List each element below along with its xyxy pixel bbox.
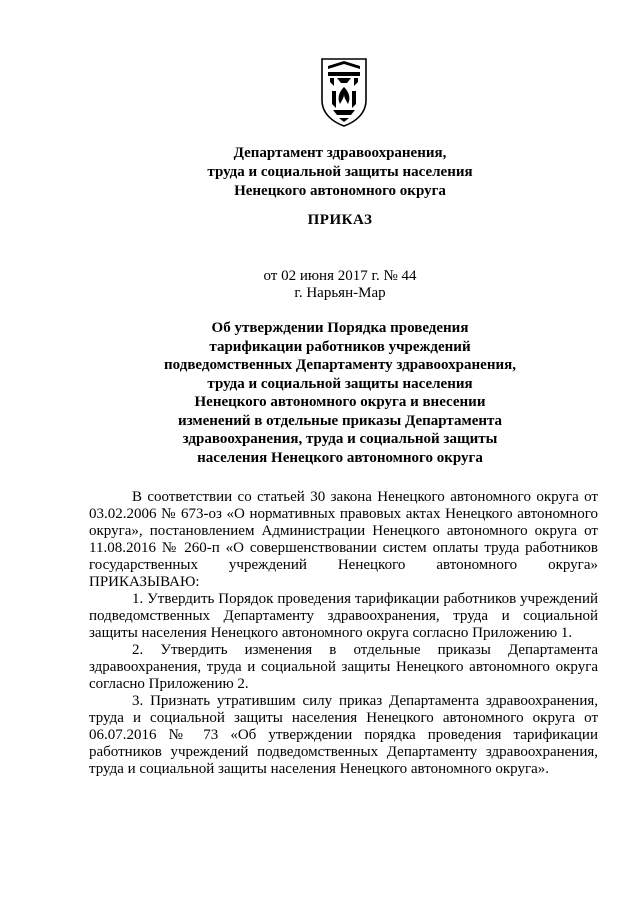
subject-line: труда и социальной защиты населения — [207, 375, 473, 392]
date-place-block — [90, 268, 590, 302]
coat-of-arms-emblem — [319, 56, 369, 128]
subject-line: здравоохранения, труда и социальной защиты — [182, 431, 498, 447]
subject-line: населения Ненецкого автономного округа — [197, 449, 483, 466]
org-line: Ненецкого автономного округа — [234, 183, 446, 199]
order-item-1: 1. Утвердить Порядок проведения тарификации работников учреждений подведомственных Департаменту здравоохранения, труда и социальной защиты населения Ненецкого автономного округа согласно Приложению 1. — [89, 591, 598, 641]
order-date-number: от 02 июня 2017 г. № 44 — [263, 268, 417, 284]
order-body — [89, 489, 598, 778]
subject-line: изменений в отдельные приказы Департамента — [177, 412, 503, 429]
order-place: г. Нарьян-Мар — [294, 285, 386, 301]
intro-paragraph: В соответствии со статьей 30 закона Ненецкого автономного округа от 03.02.2006 № 673-оз «О нормативных правовых актах Ненецкого автономного округа», постановлением Администрации Ненецкого автономного округа от 11.08.2016 № 260-п «О совершенствовании систем оплаты труда работников государственных учреждений Ненецкого автономного округа» ПРИКАЗЫВАЮ: — [89, 489, 598, 590]
subject-line: Ненецкого автономного округа и внесении — [194, 394, 486, 410]
subject-line: тарификации работников учреждений — [209, 338, 471, 355]
org-line: Департамент здравоохранения, — [233, 145, 447, 161]
organization-name — [90, 144, 590, 201]
order-subject — [90, 319, 590, 467]
subject-line: подведомственных Департаменту здравоохранения, — [164, 357, 516, 373]
document-type: ПРИКАЗ — [307, 212, 373, 228]
order-item-2: 2. Утвердить изменения в отдельные приказы Департамента здравоохранения, труда и социальной защиты Ненецкого автономного округа согласно Приложению 2. — [89, 642, 598, 692]
org-line: труда и социальной защиты населения — [207, 164, 473, 180]
subject-line: Об утверждении Порядка проведения — [211, 320, 469, 336]
order-item-3: 3. Признать утратившим силу приказ Департамента здравоохранения, труда и социальной защиты населения Ненецкого автономного округа от 06.07.2016 № 73 «Об утверждении порядка проведения тарификации работников учреждений подведомственных Департаменту здравоохранения, труда и социальной защиты населения Ненецкого автономного округа». — [89, 693, 598, 777]
